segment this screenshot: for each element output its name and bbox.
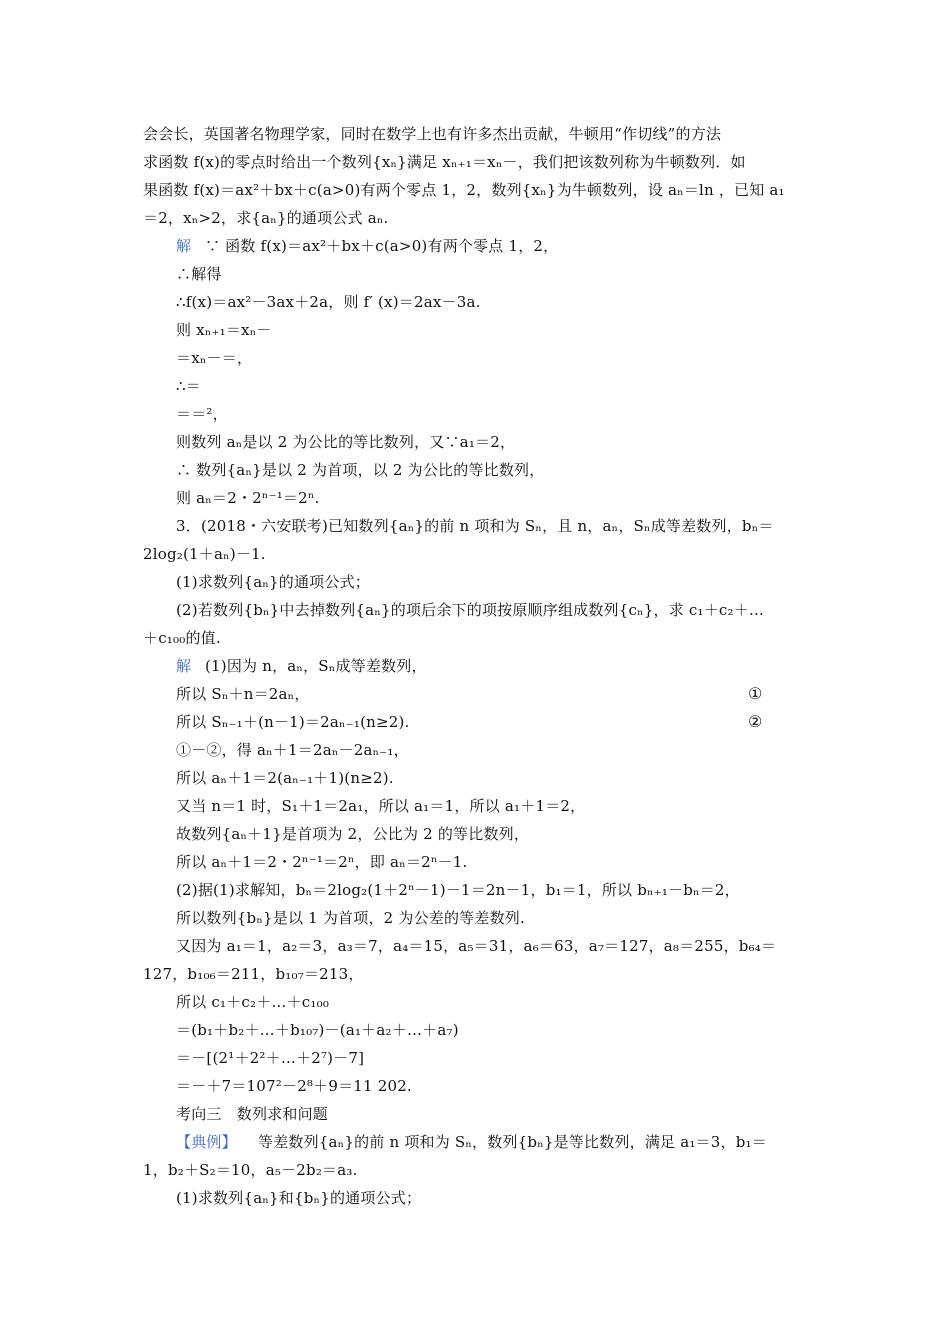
text-line: (1)求数列{aₙ}和{bₙ}的通项公式； <box>176 1189 422 1207</box>
text-line: 果函数 f(x)＝ax²＋bx＋c(a>0)有两个零点 1，2，数列{xₙ}为牛顿数列，设 aₙ＝ln ，已知 a₁ <box>143 181 785 199</box>
text-line: 所以 aₙ＋1＝2・2ⁿ⁻¹＝2ⁿ，即 aₙ＝2ⁿ－1. <box>176 853 468 871</box>
text-line: ∴＝ <box>176 377 201 395</box>
text-line: 1，b₂＋S₂＝10，a₅－2b₂＝a₃. <box>143 1161 358 1179</box>
text-line: (1)求数列{aₙ}的通项公式； <box>176 573 370 591</box>
text-line: ＝2，xₙ>2，求{aₙ}的通项公式 aₙ. <box>143 209 389 227</box>
text-line: (2)据(1)求解知，bₙ＝2log₂(1＋2ⁿ－1)－1＝2n－1，b₁＝1，所以 bₙ₊₁－bₙ＝2， <box>176 881 740 899</box>
text-line: 等差数列{aₙ}的前 n 项和为 Sₙ，数列{bₙ}是等比数列，满足 a₁＝3，b₁＝ <box>258 1133 767 1151</box>
problem-3-line: 3．(2018・六安联考)已知数列{aₙ}的前 n 项和为 Sₙ，且 n，aₙ，Sₙ成等差数列，bₙ＝ <box>176 517 774 535</box>
text-line: 所以 c₁＋c₂＋…＋c₁₀₀ <box>176 993 330 1011</box>
text-line: 127，b₁₀₆＝211，b₁₀₇＝213， <box>143 965 364 983</box>
text-line: ＝＝²， <box>176 405 228 423</box>
text-line: 会会长，英国著名物理学家，同时在数学上也有许多杰出贡献，牛顿用“作切线”的方法 <box>143 125 722 143</box>
text-line: 又当 n＝1 时，S₁＋1＝2a₁，所以 a₁＝1，所以 a₁＋1＝2， <box>176 797 586 815</box>
text-line: ①－②，得 aₙ＋1＝2aₙ－2aₙ₋₁， <box>176 741 409 759</box>
text-line: 又因为 a₁＝1，a₂＝3，a₃＝7，a₄＝15，a₅＝31，a₆＝63，a₇＝127，a₈＝255，b₆₄＝ <box>176 937 777 955</box>
text-line: ∴解得 <box>176 265 222 283</box>
text-line: ∴ 数列{aₙ}是以 2 为首项，以 2 为公比的等比数列， <box>176 461 545 479</box>
text-line: 则数列 aₙ是以 2 为公比的等比数列，又∵a₁＝2， <box>176 433 516 451</box>
text-line: 故数列{aₙ＋1}是首项为 2，公比为 2 的等比数列， <box>176 825 530 843</box>
section-heading: 考向三 数列求和问题 <box>176 1105 329 1123</box>
text-line: (2)若数列{bₙ}中去掉数列{aₙ}的项后余下的项按原顺序组成数列{cₙ}，求 c₁＋c₂＋… <box>176 601 765 619</box>
equation-marker-one: ① <box>748 684 763 703</box>
solution-label: 解 <box>176 657 192 675</box>
text-line: ＝xₙ－＝， <box>176 349 253 367</box>
text-line: 所以 Sₙ₋₁＋(n－1)＝2aₙ₋₁(n≥2). <box>176 713 410 731</box>
text-line: ∵ 函数 f(x)＝ax²＋bx＋c(a>0)有两个零点 1，2， <box>205 237 559 255</box>
text-line: 所以 aₙ＋1＝2(aₙ₋₁＋1)(n≥2). <box>176 769 394 787</box>
text-line: 则 xₙ₊₁＝xₙ－ <box>176 321 272 339</box>
text-line: 2log₂(1＋aₙ)－1. <box>143 545 266 563</box>
text-line: ∴f(x)＝ax²－3ax＋2a，则 f′ (x)＝2ax－3a. <box>176 293 481 311</box>
text-line: 求函数 f(x)的零点时给出一个数列{xₙ}满足 xₙ₊₁＝xₙ－，我们把该数列称为牛顿数列．如 <box>143 153 746 171</box>
text-line: 所以数列{bₙ}是以 1 为首项，2 为公差的等差数列. <box>176 909 525 927</box>
text-line: ＝－＋7＝107²－2⁸＋9＝11 202. <box>176 1077 412 1095</box>
text-line: 所以 Sₙ＋n＝2aₙ， <box>176 685 310 703</box>
solution-label: 解 <box>176 237 192 255</box>
equation-marker-two: ② <box>748 712 763 731</box>
text-line: ＝－[(2¹＋2²＋…＋2⁷)－7] <box>176 1049 365 1067</box>
example-label: 【典例】 <box>176 1133 237 1151</box>
text-line: 则 aₙ＝2・2ⁿ⁻¹＝2ⁿ. <box>176 489 320 507</box>
text-line: ＝(b₁＋b₂＋…＋b₁₀₇)－(a₁＋a₂＋…＋a₇) <box>176 1021 459 1039</box>
text-line: (1)因为 n，aₙ，Sₙ成等差数列， <box>205 657 427 675</box>
text-line: ＋c₁₀₀的值. <box>143 629 221 647</box>
